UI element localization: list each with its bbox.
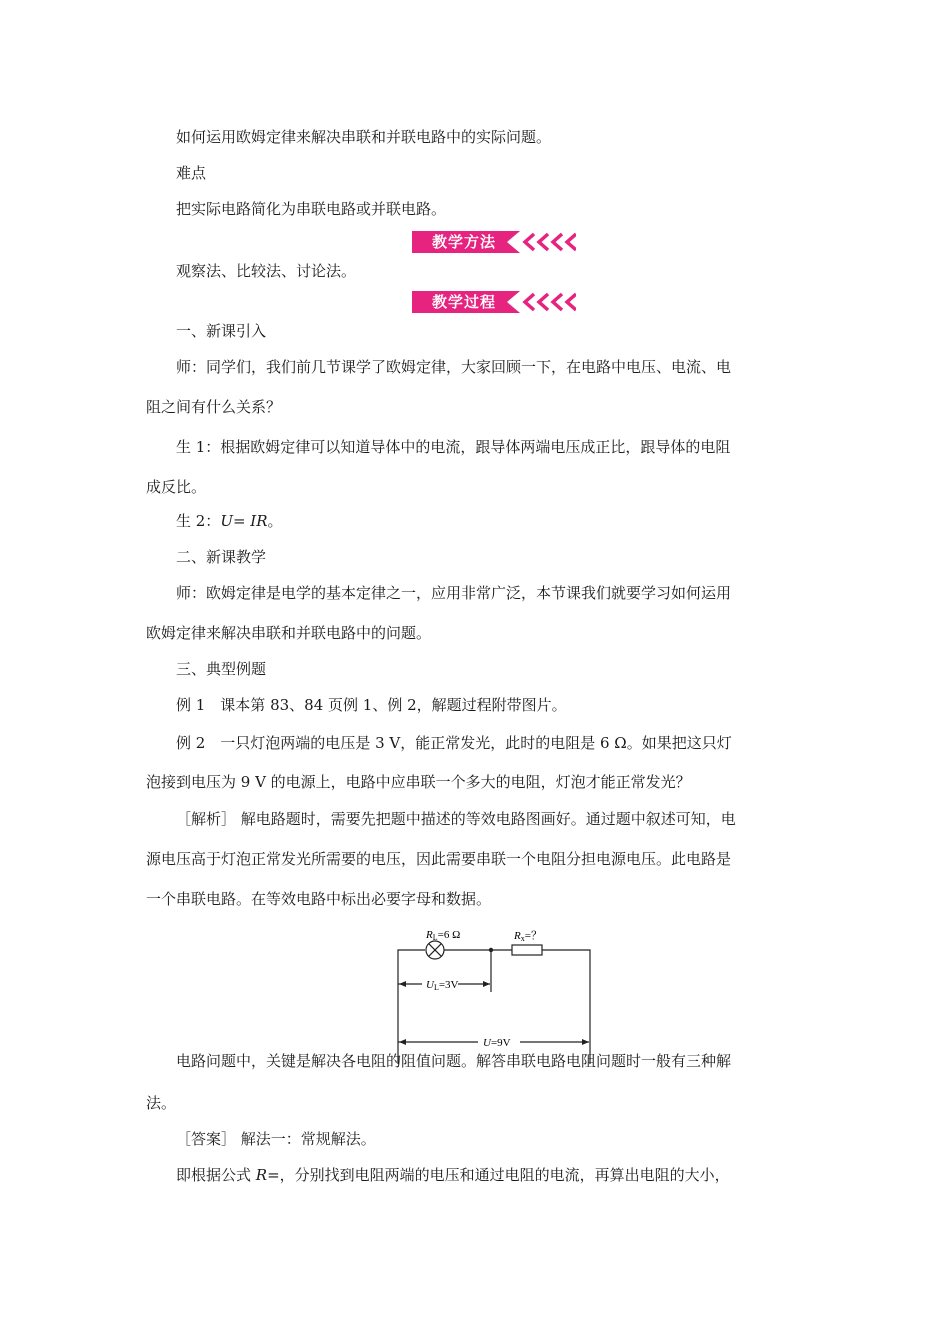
text-line: 例 2 一只灯泡两端的电压是 3 V，能正常发光，此时的电阻是 6 Ω。如果把这只灯: [176, 734, 732, 752]
text-prefix: 生 2：: [176, 512, 221, 530]
lamp-cross: [429, 944, 442, 957]
text-line: ［解析］ 解电路题时，需要先把题中描述的等效电路图画好。通过题中叙述可知，电: [176, 810, 736, 828]
arrow-left-icon: [399, 1039, 406, 1045]
ul-label: UL=3V: [426, 979, 459, 992]
banner-teaching-method: [412, 231, 576, 253]
chevron-left-icons: [520, 231, 576, 253]
circuit-diagram: [380, 924, 604, 1072]
text-line: 例 1 课本第 83、84 页例 1、例 2，解题过程附带图片。: [176, 696, 567, 714]
section-heading-difficulty: 难点: [176, 164, 207, 182]
banner-title: 教学过程: [431, 293, 496, 311]
resistor-icon: [512, 945, 542, 955]
text-line: 一个串联电路。在等效电路中标出必要字母和数据。: [146, 890, 492, 908]
text-suffix: =，分别找到电阻两端的电压和通过电阻的电流，再算出电阻的大小，: [267, 1166, 730, 1184]
text-line: 把实际电路简化为串联电路或并联电路。: [176, 200, 447, 218]
u-label: U=9V: [483, 1037, 511, 1049]
text-line: 生 1：根据欧姆定律可以知道导体中的电流，跟导体两端电压成正比，跟导体的电阻: [176, 438, 731, 456]
text-line: 师：欧姆定律是电学的基本定律之一，应用非常广泛，本节课我们就要学习如何运用: [176, 584, 732, 602]
banner-title: 教学方法: [431, 233, 496, 251]
formula: U= IR: [220, 512, 268, 530]
arrow-right-icon: [483, 981, 490, 987]
arrow-left-icon: [399, 981, 406, 987]
text-line: 源电压高于灯泡正常发光所需要的电压，因此需要串联一个电阻分担电源电压。此电路是: [146, 850, 732, 868]
formula-variable: R: [255, 1166, 268, 1184]
text-line: 成反比。: [146, 478, 207, 496]
text-line: 如何运用欧姆定律来解决串联和并联电路中的实际问题。: [176, 128, 552, 146]
banner-teaching-process: [412, 291, 576, 313]
section-heading: 二、新课教学: [176, 548, 267, 566]
text-suffix: 。: [267, 512, 283, 530]
text-line: 阻之间有什么关系？: [146, 398, 282, 416]
wire: [542, 950, 590, 1064]
text-line: 观察法、比较法、讨论法。: [176, 262, 357, 280]
text-line: 欧姆定律来解决串联和并联电路中的问题。: [146, 624, 432, 642]
arrow-right-icon: [582, 1039, 589, 1045]
text-line: 法。: [146, 1094, 177, 1112]
text-line-formula: [176, 511, 810, 531]
wire: [398, 950, 425, 1064]
answer-heading: ［答案］ 解法一：常规解法。: [176, 1130, 376, 1148]
text-line: 泡接到电压为 9 V 的电源上，电路中应串联一个多大的电阻，灯泡才能正常发光？: [146, 773, 691, 791]
section-heading: 一、新课引入: [176, 322, 267, 340]
text-line: 电路问题中，关键是解决各电阻的阻值问题。解答串联电路电阻问题时一般有三种解: [176, 1052, 732, 1070]
text-prefix: 即根据公式: [176, 1166, 256, 1184]
junction-dot: [489, 948, 493, 952]
text-line: 师：同学们，我们前几节课学了欧姆定律，大家回顾一下，在电路中电压、电流、电: [176, 358, 732, 376]
rl-label: RL=6 Ω: [426, 929, 461, 942]
section-heading: 三、典型例题: [176, 660, 267, 678]
chevron-left-icons: [520, 291, 576, 313]
rx-label: Rx=？: [514, 930, 542, 943]
text-line-formula: [176, 1165, 810, 1185]
